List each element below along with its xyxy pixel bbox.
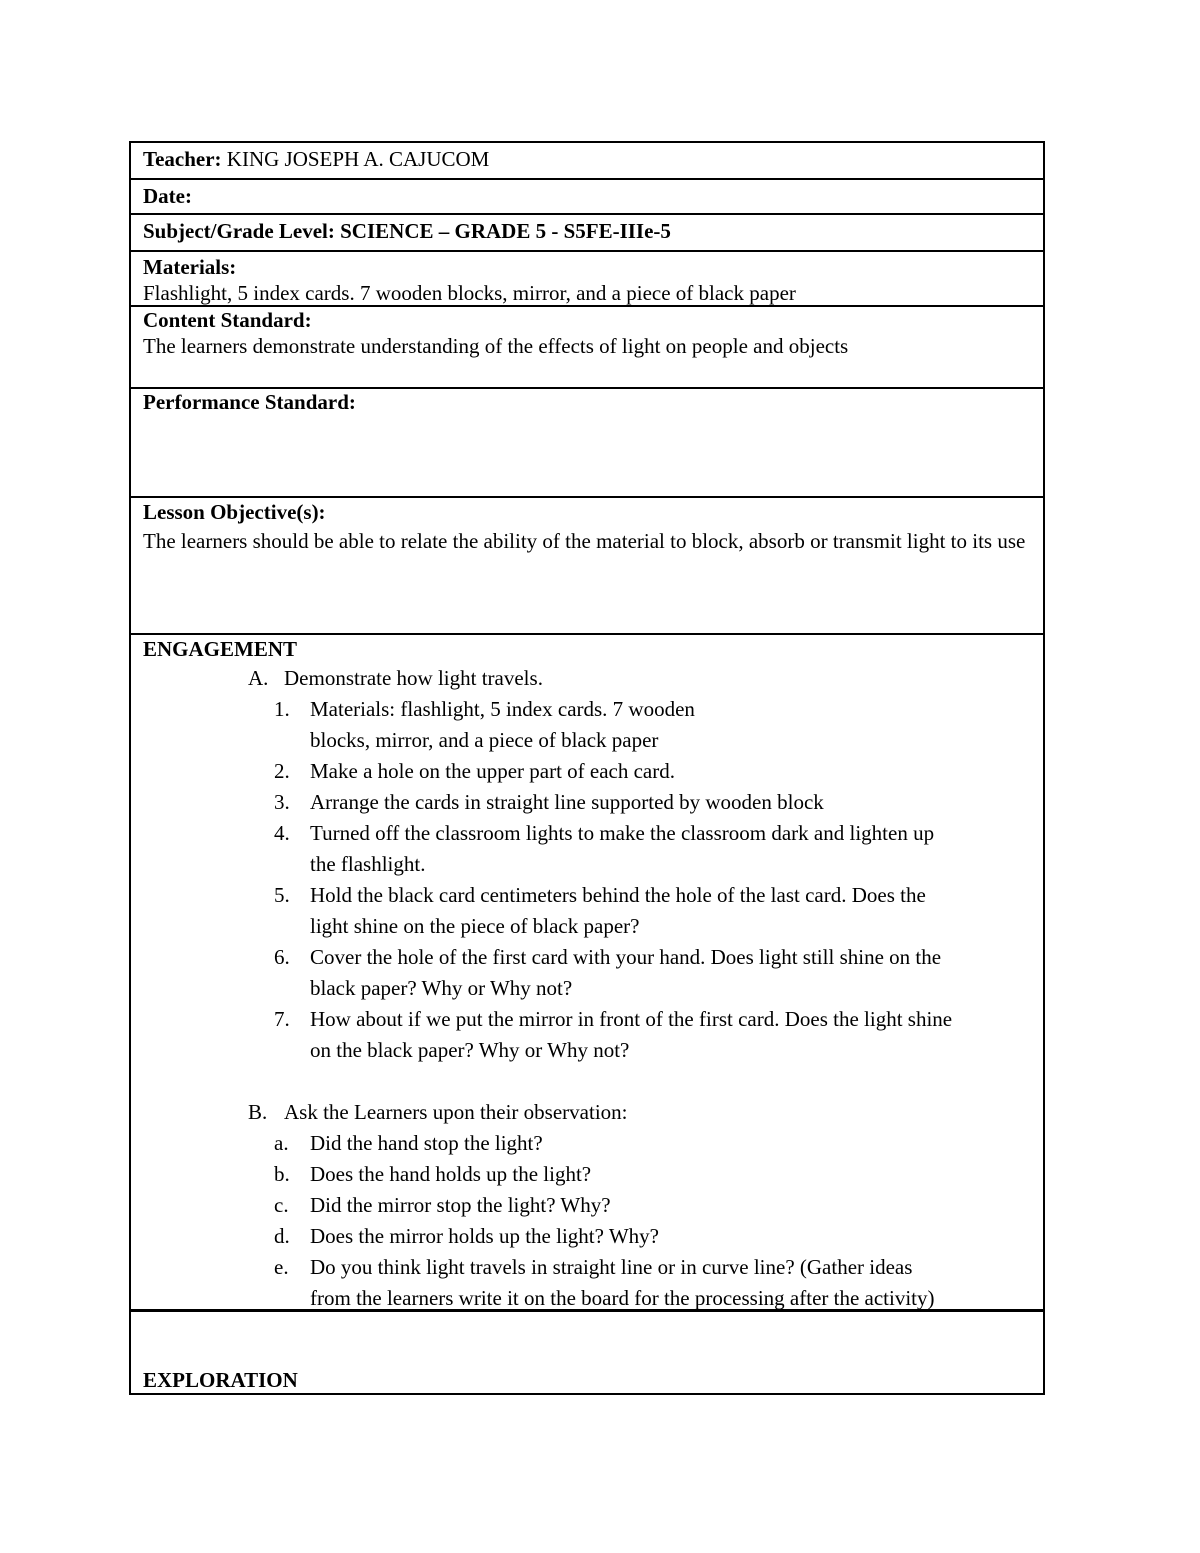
step-item	[143, 756, 1031, 787]
question-item	[143, 1252, 1031, 1312]
question-item-line: Did the mirror stop the light? Why?	[310, 1193, 611, 1217]
step-item-marker: 1.	[274, 697, 290, 721]
content-standard-text: The learners demonstrate understanding of the effects of light on people and objects	[143, 334, 849, 358]
question-item-line: from the learners write it on the board for the processing after the activity)	[310, 1286, 935, 1310]
step-item	[143, 818, 1031, 880]
exploration-heading: EXPLORATION	[143, 1368, 298, 1392]
step-item-line: black paper? Why or Why not?	[310, 976, 573, 1000]
exploration-row	[131, 1312, 1043, 1393]
step-item-line: blocks, mirror, and a piece of black paper	[310, 728, 659, 752]
part-a-title: Demonstrate how light travels.	[284, 666, 543, 690]
part-a-steps	[143, 694, 1031, 1066]
section-spacer	[143, 1066, 1031, 1097]
step-item-marker: 3.	[274, 790, 290, 814]
question-item-marker: b.	[274, 1162, 290, 1186]
subject-label: Subject/Grade Level: SCIENCE – GRADE 5 - S5FE-IIIe-5	[143, 219, 671, 243]
exploration-gap	[143, 1312, 1031, 1366]
step-item-marker: 7.	[274, 1007, 290, 1031]
teacher-row	[131, 143, 1043, 180]
question-item	[143, 1159, 1031, 1190]
question-item-line: Did the hand stop the light?	[310, 1131, 543, 1155]
part-b-questions	[143, 1128, 1031, 1312]
question-item-line: Does the hand holds up the light?	[310, 1162, 592, 1186]
part-b-heading	[143, 1097, 1031, 1128]
materials-label: Materials:	[143, 255, 237, 279]
question-item-marker: c.	[274, 1193, 289, 1217]
step-item-line: Materials: flashlight, 5 index cards. 7 wooden	[310, 697, 695, 721]
step-item	[143, 694, 1031, 756]
question-item-line: Does the mirror holds up the light? Why?	[310, 1224, 659, 1248]
step-item-line: Make a hole on the upper part of each card.	[310, 759, 675, 783]
question-item	[143, 1221, 1031, 1252]
question-item-marker: a.	[274, 1131, 289, 1155]
lesson-plan-table	[129, 141, 1045, 1395]
materials-row	[131, 252, 1043, 307]
content-standard-label: Content Standard:	[143, 308, 312, 332]
objectives-row	[131, 498, 1043, 635]
date-label: Date:	[143, 184, 192, 208]
performance-standard-row	[131, 389, 1043, 498]
step-item-marker: 2.	[274, 759, 290, 783]
part-b-marker: B.	[248, 1100, 268, 1124]
step-item	[143, 880, 1031, 942]
part-b-title: Ask the Learners upon their observation:	[284, 1100, 628, 1124]
engagement-heading: ENGAGEMENT	[143, 637, 298, 661]
step-item-line: How about if we put the mirror in front of the first card. Does the light shine	[310, 1007, 953, 1031]
step-item-line: light shine on the piece of black paper?	[310, 914, 640, 938]
step-item-line: on the black paper? Why or Why not?	[310, 1038, 630, 1062]
engagement-row	[131, 635, 1043, 1312]
step-item	[143, 787, 1031, 818]
question-item	[143, 1128, 1031, 1159]
question-item-line: Do you think light travels in straight line or in curve line? (Gather ideas	[310, 1255, 913, 1279]
subject-row	[131, 215, 1043, 252]
step-item-marker: 5.	[274, 883, 290, 907]
content-standard-row	[131, 307, 1043, 389]
objectives-text: The learners should be able to relate the ability of the material to block, absorb or transmit light to its use	[143, 529, 1026, 553]
step-item-line: Cover the hole of the first card with your hand. Does light still shine on the	[310, 945, 942, 969]
step-item-marker: 4.	[274, 821, 290, 845]
step-item-line: Arrange the cards in straight line supported by wooden block	[310, 790, 824, 814]
part-a-marker: A.	[248, 666, 269, 690]
step-item	[143, 942, 1031, 1004]
step-item-line: the flashlight.	[310, 852, 426, 876]
question-item-marker: d.	[274, 1224, 290, 1248]
question-item-marker: e.	[274, 1255, 289, 1279]
step-item	[143, 1004, 1031, 1066]
performance-standard-label: Performance Standard:	[143, 390, 356, 414]
part-a-heading	[143, 663, 1031, 694]
step-item-marker: 6.	[274, 945, 290, 969]
materials-text: Flashlight, 5 index cards. 7 wooden blocks, mirror, and a piece of black paper	[143, 281, 796, 305]
objectives-label: Lesson Objective(s):	[143, 500, 326, 524]
teacher-label: Teacher:	[143, 147, 222, 171]
teacher-name: KING JOSEPH A. CAJUCOM	[221, 147, 490, 171]
date-row	[131, 180, 1043, 215]
step-item-line: Hold the black card centimeters behind the hole of the last card. Does the	[310, 883, 926, 907]
question-item	[143, 1190, 1031, 1221]
step-item-line: Turned off the classroom lights to make the classroom dark and lighten up	[310, 821, 935, 845]
